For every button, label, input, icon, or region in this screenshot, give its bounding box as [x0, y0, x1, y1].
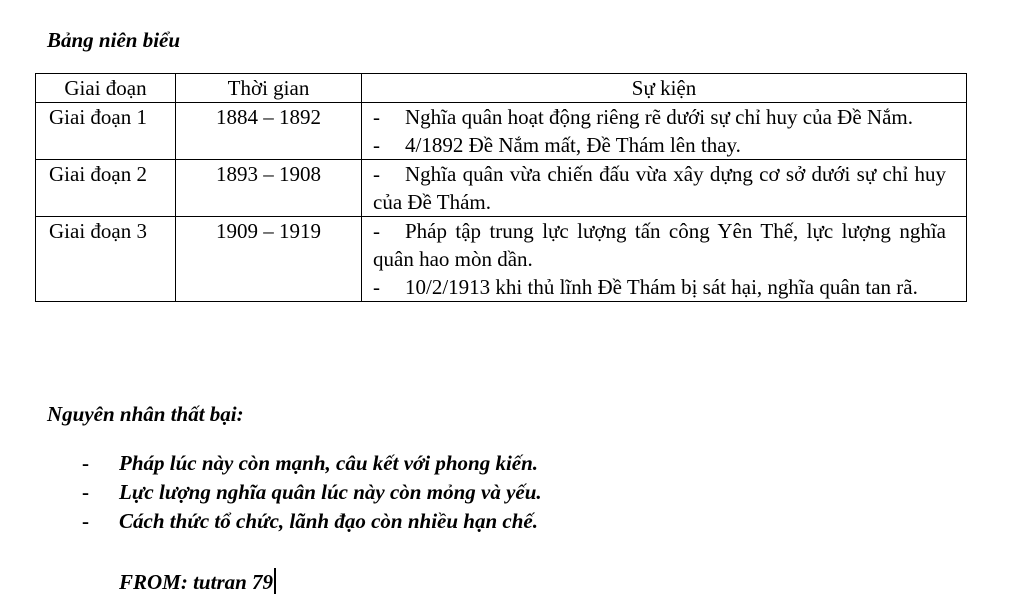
credit-text: FROM: tutran 79 — [119, 570, 274, 594]
event-dash: - — [373, 162, 380, 186]
cause-text: Lực lượng nghĩa quân lúc này còn mỏng và yếu. — [119, 480, 542, 504]
list-dash: - — [82, 480, 89, 504]
event-dash: - — [373, 105, 380, 129]
text-cursor — [274, 568, 276, 594]
phase-cell: Giai đoạn 3 — [36, 217, 176, 302]
cause-text: Cách thức tổ chức, lãnh đạo còn nhiều hạn chế. — [119, 509, 538, 533]
time-cell: 1893 – 1908 — [176, 160, 362, 217]
header-events: Sự kiện — [362, 74, 967, 103]
event-dash: - — [373, 219, 380, 243]
header-time: Thời gian — [176, 74, 362, 103]
event-item — [373, 131, 946, 159]
list-item — [82, 478, 542, 507]
events-cell — [362, 160, 967, 217]
time-cell: 1884 – 1892 — [176, 103, 362, 160]
list-item — [82, 449, 542, 478]
phase-cell: Giai đoạn 1 — [36, 103, 176, 160]
event-dash: - — [373, 275, 380, 299]
events-cell — [362, 103, 967, 160]
timeline-table — [35, 73, 967, 302]
event-text: Nghĩa quân vừa chiến đấu vừa xây dựng cơ sở dưới sự chỉ huy của Đề Thám. — [373, 162, 946, 214]
event-item — [373, 103, 946, 131]
event-text: 10/2/1913 khi thủ lĩnh Đề Thám bị sát hại, nghĩa quân tan rã. — [405, 275, 918, 299]
list-dash: - — [82, 451, 89, 475]
event-text: Nghĩa quân hoạt động riêng rẽ dưới sự chỉ huy của Đề Nắm. — [405, 105, 913, 129]
phase-cell: Giai đoạn 2 — [36, 160, 176, 217]
credit-line — [119, 568, 276, 595]
table-row — [36, 103, 967, 160]
table-header-row — [36, 74, 967, 103]
cause-heading: Nguyên nhân thất bại: — [47, 402, 244, 426]
cause-text: Pháp lúc này còn mạnh, câu kết với phong kiến. — [119, 451, 539, 475]
cause-list — [82, 449, 542, 536]
event-text: Pháp tập trung lực lượng tấn công Yên Thế, lực lượng nghĩa quân hao mòn dần. — [373, 219, 946, 271]
event-dash: - — [373, 133, 380, 157]
header-phase: Giai đoạn — [36, 74, 176, 103]
time-cell: 1909 – 1919 — [176, 217, 362, 302]
list-dash: - — [82, 509, 89, 533]
event-item — [373, 160, 946, 216]
event-item — [373, 273, 946, 301]
table-row — [36, 217, 967, 302]
table-row — [36, 160, 967, 217]
event-item — [373, 217, 946, 273]
events-cell — [362, 217, 967, 302]
event-text: 4/1892 Đề Nắm mất, Đề Thám lên thay. — [405, 133, 741, 157]
list-item — [82, 507, 542, 536]
document-heading: Bảng niên biểu — [47, 28, 181, 52]
